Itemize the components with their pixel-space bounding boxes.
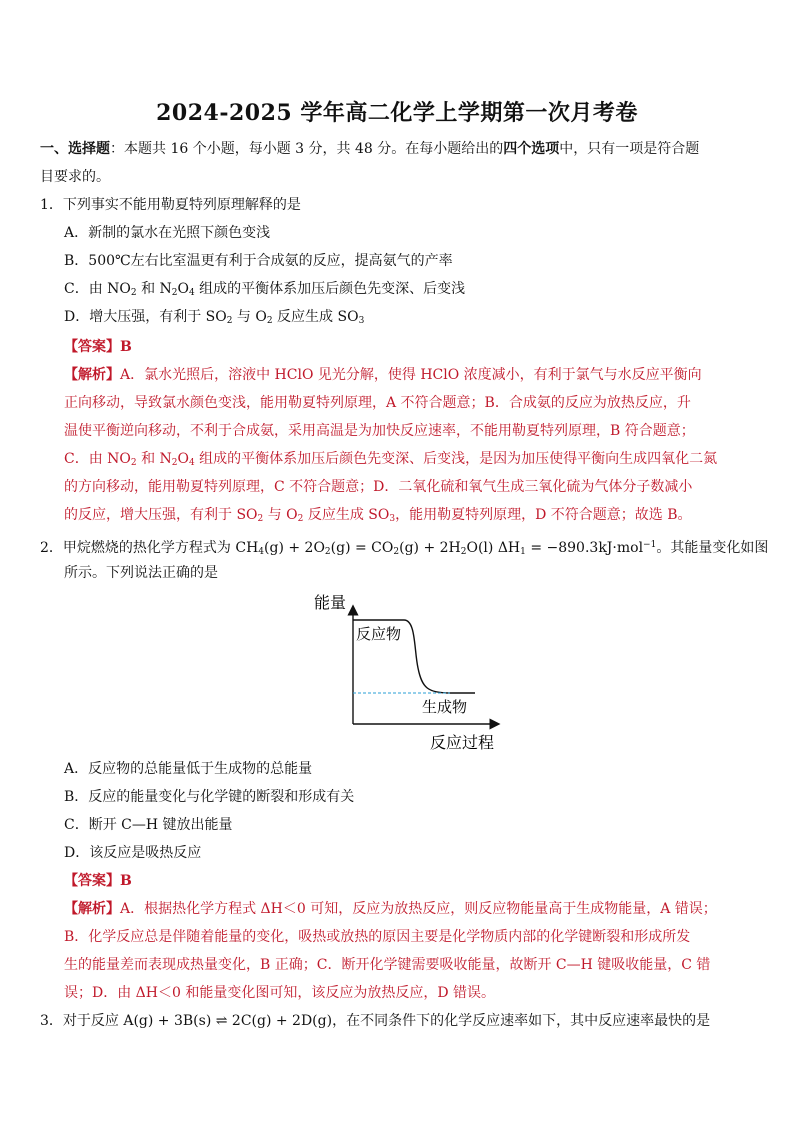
q1-stem: 1．下列事实不能用勒夏特列原理解释的是 bbox=[40, 197, 301, 213]
q1-explanation-1: 【解析】A．氯水光照后，溶液中 HClO 见光分解，使得 HClO 浓度减小，有利于氯气与水反应平衡向 bbox=[64, 367, 702, 383]
q1-option-b: B．500℃左右比室温更有利于合成氨的反应，提高氨气的产率 bbox=[64, 253, 453, 269]
q2-option-b: B．反应的能量变化与化学键的断裂和形成有关 bbox=[64, 789, 355, 805]
q2-explanation-4: 误；D．由 ΔH＜0 和能量变化图可知，该反应为放热反应，D 错误。 bbox=[64, 985, 496, 1001]
q2-option-d: D．该反应是吸热反应 bbox=[64, 845, 202, 861]
q2-option-a: A．反应物的总能量低于生成物的总能量 bbox=[64, 761, 313, 777]
product-label: 生成物 bbox=[422, 698, 468, 716]
q1-option-c: C．由 $NO_2$ 和 $N_2O_4$ 组成的平衡体系加压后颜色先变深、后变浅 bbox=[64, 281, 466, 298]
q2-option-c: C．断开 C—H 键放出能量 bbox=[64, 817, 233, 833]
q1-explanation-4: C．由 $NO_2$ 和 $N_2O_4$ 组成的平衡体系加压后颜色先变深、后变浅，是因为加压使得平衡向生成四氧化二氮 bbox=[64, 451, 718, 468]
q1-explanation-6: 的反应，增大压强，有利于 $SO_2$ 与 $O_2$ 反应生成 $SO_3$，能用勒夏特列原理，D 不符合题意；故选 B。 bbox=[64, 507, 692, 524]
q2-explanation-3: 生的能量差而表现成热量变化，B 正确；C．断开化学键需要吸收能量，故断开 C—H 键吸收能量，C 错 bbox=[64, 957, 711, 973]
q2-answer: 【答案】B bbox=[64, 873, 132, 889]
q2-stem: 2．甲烷燃烧的热化学方程式为 $CH_4(g) + 2O_2(g) = CO_2(g) + 2H_2O(l) \Delta H_1 = -890.3kJ\cdot mol^{-1}$。其能量变化如图 bbox=[40, 540, 769, 557]
q1-option-d: D．增大压强，有利于 $SO_2$ 与 $O_2$ 反应生成 $SO_3$ bbox=[64, 309, 365, 326]
section-header-cont: 目要求的。 bbox=[40, 169, 110, 185]
q3-stem: 3．对于反应 A(g) + 3B(s) ⇌ 2C(g) + 2D(g)，在不同条件下的化学反应速率如下，其中反应速率最快的是 bbox=[40, 1013, 711, 1029]
q1-explanation-2: 正向移动，导致氯水颜色变浅，能用勒夏特列原理，A 不符合题意；B．合成氨的反应为放热反应，升 bbox=[64, 395, 691, 411]
y-axis-label: 能量 bbox=[314, 593, 347, 612]
q2-stem-cont: 所示。下列说法正确的是 bbox=[64, 565, 218, 581]
q2-explanation-2: B．化学反应总是伴随着能量的变化，吸热或放热的原因主要是化学物质内部的化学键断裂和形成所发 bbox=[64, 929, 691, 945]
q1-answer: 【答案】B bbox=[64, 339, 132, 355]
page-title: 2024-2025 学年高二化学上学期第一次月考卷 bbox=[156, 100, 638, 126]
q1-option-a: A．新制的氯水在光照下颜色变浅 bbox=[64, 225, 271, 241]
q1-explanation-3: 温使平衡逆向移动，不利于合成氨，采用高温是为加快反应速率，不能用勒夏特列原理，B 符合题意； bbox=[64, 423, 695, 439]
energy-diagram bbox=[300, 588, 510, 760]
q2-explanation-1: 【解析】A．根据热化学方程式 ΔH＜0 可知，反应为放热反应，则反应物能量高于生成物能量，A 错误； bbox=[64, 901, 717, 917]
x-axis-label: 反应过程 bbox=[430, 733, 495, 752]
section-label: 一、选择题 bbox=[40, 141, 110, 157]
q1-explanation-5: 的方向移动，能用勒夏特列原理，C 不符合题意；D．二氧化硫和氧气生成三氧化硫为气体分子数减小 bbox=[64, 479, 693, 495]
section-header: 一、选择题：本题共 16 个小题，每小题 3 分，共 48 分。在每小题给出的四个选项中，只有一项是符合题 bbox=[40, 141, 700, 157]
reactant-label: 反应物 bbox=[356, 625, 402, 643]
